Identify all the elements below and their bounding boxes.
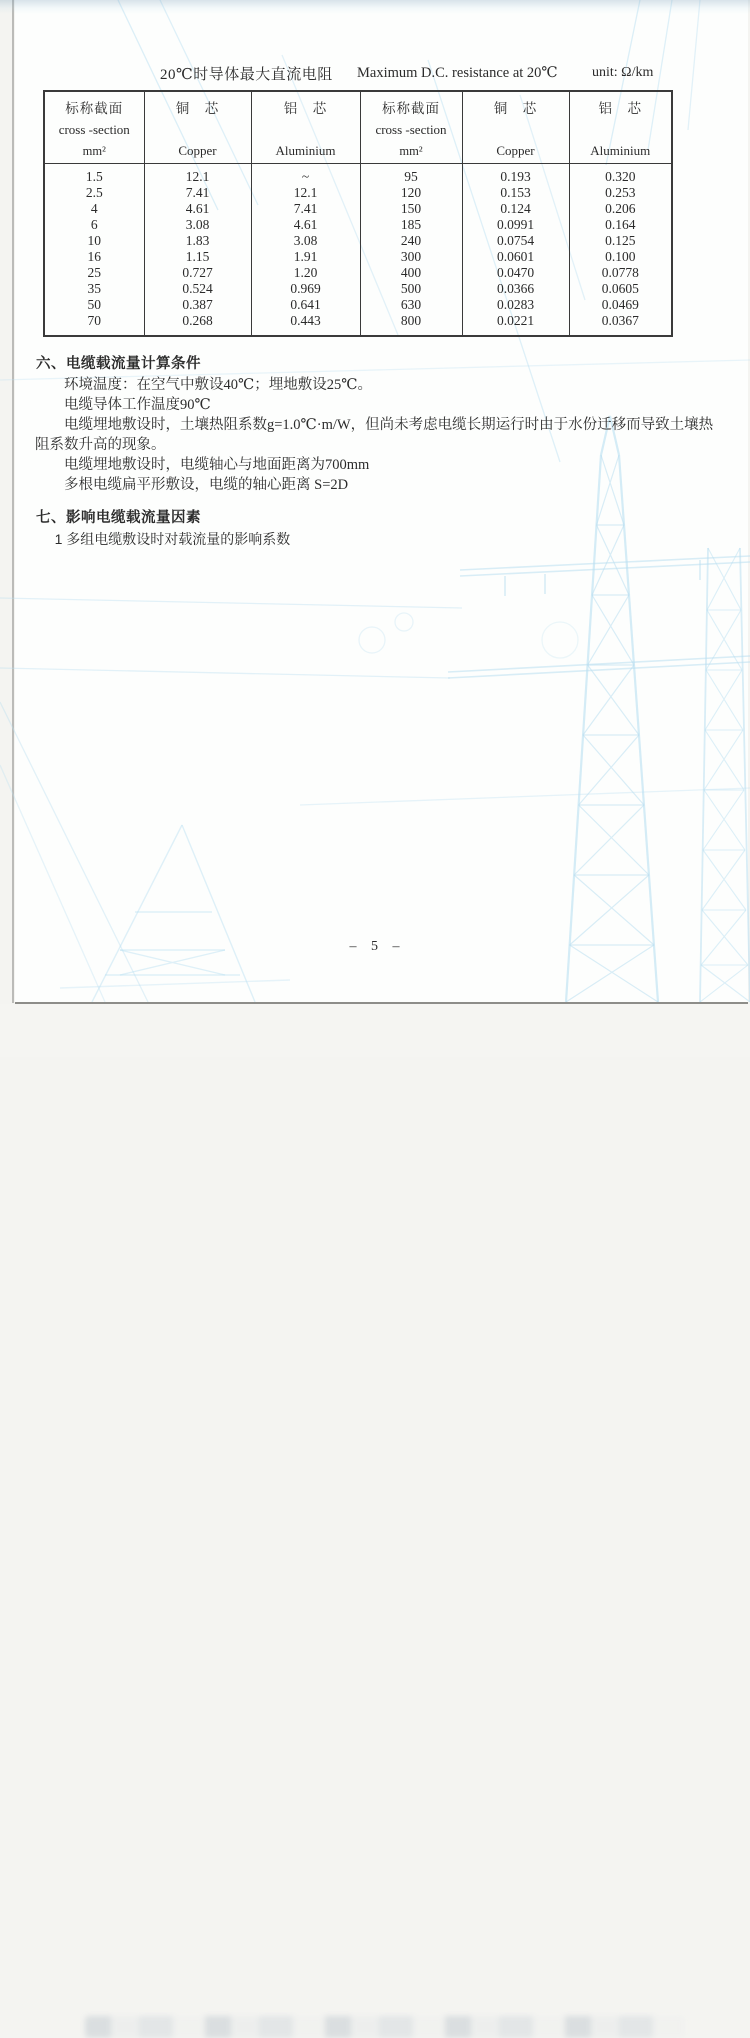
table-cell: 0.164 [569, 217, 672, 233]
section-6-paragraph: 电缆埋地敷设时，电缆轴心与地面距离为700mm [64, 457, 370, 473]
table-cell: 0.0754 [462, 233, 569, 249]
unit-label: unit: Ω/km [592, 65, 654, 80]
resistance-table [43, 90, 673, 337]
table-cell: 0.193 [462, 164, 569, 186]
page-content [0, 0, 750, 1002]
table-cell: 500 [360, 281, 462, 297]
table-cell: 50 [44, 297, 144, 313]
table-cell: 12.1 [251, 185, 360, 201]
table-cell: 4 [44, 201, 144, 217]
header-cn: 标称截面 [65, 100, 124, 116]
table-cell: 0.100 [569, 249, 672, 265]
table-cell: 0.524 [144, 281, 251, 297]
section-7-paragraph: 1 多组电缆敷设时对载流量的影响系数 [54, 531, 291, 547]
scan-below-page-area [0, 1004, 750, 1057]
header-cn: 铜 芯 [175, 101, 220, 116]
next-page-showthrough [85, 2016, 685, 2038]
table-cell: 3.08 [144, 217, 251, 233]
table-cell: 1.5 [44, 164, 144, 186]
table-cell: 7.41 [251, 201, 360, 217]
col-header-copper [462, 91, 569, 164]
table-cell: 0.0470 [462, 265, 569, 281]
col-header-aluminium [251, 91, 360, 164]
table-row [44, 249, 672, 265]
table-row [44, 233, 672, 249]
table-title-english: Maximum D.C. resistance at 20℃ [357, 65, 558, 81]
table-cell: 12.1 [144, 164, 251, 186]
header-sub: mm² [399, 143, 423, 158]
table-cell: 150 [360, 201, 462, 217]
table-cell: 120 [360, 185, 462, 201]
table-row [44, 185, 672, 201]
table-cell: 0.124 [462, 201, 569, 217]
table-cell: 0.0601 [462, 249, 569, 265]
table-row [44, 297, 672, 313]
header-en: cross -section [375, 122, 447, 137]
table-cell: 800 [360, 313, 462, 336]
table-cell: 95 [360, 164, 462, 186]
section-6-paragraph: 多根电缆扁平形敷设，电缆的轴心距离 S=2D [64, 477, 349, 493]
table-cell: ~ [251, 164, 360, 186]
table-cell: 0.0366 [462, 281, 569, 297]
header-cn: 铝 芯 [598, 101, 642, 116]
table-cell: 0.253 [569, 185, 672, 201]
table-cell: 7.41 [144, 185, 251, 201]
table-row [44, 313, 672, 336]
header-en: Copper [496, 143, 535, 158]
table-cell: 1.15 [144, 249, 251, 265]
table-cell: 70 [44, 313, 144, 336]
table-cell: 0.125 [569, 233, 672, 249]
table-cell: 0.387 [144, 297, 251, 313]
col-header-cross-section [360, 91, 462, 164]
table-cell: 185 [360, 217, 462, 233]
table-cell: 0.206 [569, 201, 672, 217]
table-cell: 0.727 [144, 265, 251, 281]
table-cell: 0.320 [569, 164, 672, 186]
table-title-chinese: 20℃时导体最大直流电阻 [160, 67, 333, 83]
table-cell: 4.61 [144, 201, 251, 217]
header-en: cross -section [58, 122, 130, 137]
page-number: – 5 – [349, 939, 401, 954]
table-cell: 0.0778 [569, 265, 672, 281]
table-cell: 1.91 [251, 249, 360, 265]
col-header-copper [144, 91, 251, 164]
section-6-paragraph: 电缆埋地敷设时，土壤热阻系数g=1.0℃·m/W，但尚未考虑电缆长期运行时由于水份迁移而导致土壤热阻系数升高的现象。 [35, 417, 714, 453]
header-en: Aluminium [590, 143, 651, 158]
table-row [44, 281, 672, 297]
table-header [44, 91, 672, 164]
table-cell: 0.443 [251, 313, 360, 336]
table-cell: 35 [44, 281, 144, 297]
section-7-heading: 七、影响电缆载流量因素 [36, 510, 201, 526]
section-6-paragraph: 环境温度：在空气中敷设40℃；埋地敷设25℃。 [64, 377, 372, 393]
table-cell: 0.153 [462, 185, 569, 201]
header-cn: 标称截面 [382, 100, 440, 116]
col-header-cross-section [44, 91, 144, 164]
table-row [44, 201, 672, 217]
table-cell: 300 [360, 249, 462, 265]
table-cell: 0.641 [251, 297, 360, 313]
table-cell: 1.20 [251, 265, 360, 281]
table-cell: 16 [44, 249, 144, 265]
table-cell: 6 [44, 217, 144, 233]
table-cell: 0.268 [144, 313, 251, 336]
body-text [35, 354, 721, 549]
section-6-paragraph: 电缆导体工作温度90℃ [64, 397, 211, 413]
col-header-aluminium [569, 91, 672, 164]
table-cell: 2.5 [44, 185, 144, 201]
table-row [44, 164, 672, 186]
header-sub: mm² [82, 143, 106, 158]
table-cell: 3.08 [251, 233, 360, 249]
table-cell: 0.0283 [462, 297, 569, 313]
table-cell: 0.0469 [569, 297, 672, 313]
table-cell: 400 [360, 265, 462, 281]
table-cell: 1.83 [144, 233, 251, 249]
header-cn: 铝 芯 [283, 101, 328, 116]
table-cell: 25 [44, 265, 144, 281]
table-cell: 10 [44, 233, 144, 249]
table-row [44, 265, 672, 281]
header-en: Aluminium [275, 143, 336, 158]
table-cell: 240 [360, 233, 462, 249]
section-6-heading: 六、电缆载流量计算条件 [36, 356, 201, 372]
table-cell: 0.0991 [462, 217, 569, 233]
table-cell: 0.0605 [569, 281, 672, 297]
table-body [44, 164, 672, 337]
table-cell: 630 [360, 297, 462, 313]
header-en: Copper [178, 143, 217, 158]
table-cell: 4.61 [251, 217, 360, 233]
table-cell: 0.0367 [569, 313, 672, 336]
table-cell: 0.0221 [462, 313, 569, 336]
table-row [44, 217, 672, 233]
table-cell: 0.969 [251, 281, 360, 297]
header-cn: 铜 芯 [493, 101, 538, 116]
